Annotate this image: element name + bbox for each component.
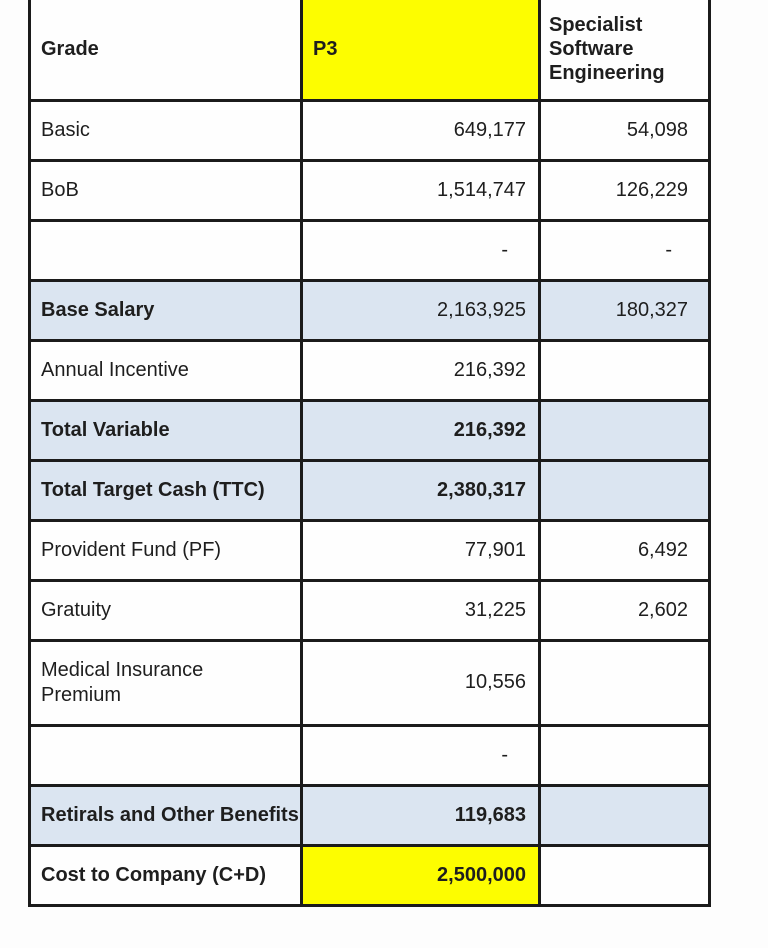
specialist-value-cell xyxy=(540,460,710,520)
specialist-value-cell xyxy=(540,640,710,725)
row-label-cell xyxy=(30,845,302,905)
table-row xyxy=(30,160,710,220)
table-row xyxy=(30,580,710,640)
row-label: BoB xyxy=(41,178,79,201)
p3-value-cell: 1,514,747 xyxy=(302,160,540,220)
p3-column-header: P3 xyxy=(302,0,540,100)
specialist-value-cell xyxy=(540,725,710,785)
table-row xyxy=(30,280,710,340)
row-label-cell xyxy=(30,340,302,400)
p3-value-cell: 77,901 xyxy=(302,520,540,580)
row-label-cell xyxy=(30,520,302,580)
row-label-cell xyxy=(30,400,302,460)
table-row xyxy=(30,640,710,725)
p3-value-cell: - xyxy=(302,725,540,785)
row-label: Base Salary xyxy=(41,298,155,321)
row-label-cell xyxy=(30,160,302,220)
p3-value-cell: 119,683 xyxy=(302,785,540,845)
salary-table xyxy=(28,0,711,907)
p3-value-cell: 216,392 xyxy=(302,340,540,400)
grade-column-header: Grade xyxy=(30,0,302,100)
row-label: Cost to Company (C+D) xyxy=(41,863,266,886)
p3-value-cell: 2,163,925 xyxy=(302,280,540,340)
specialist-value-cell: 6,492 xyxy=(540,520,710,580)
table-row xyxy=(30,340,710,400)
row-label: Total Target Cash (TTC) xyxy=(41,478,265,501)
row-label: Medical Insurance Premium xyxy=(41,658,204,706)
salary-table-header xyxy=(30,0,710,100)
row-label-cell xyxy=(30,460,302,520)
table-row xyxy=(30,845,710,905)
row-label-cell xyxy=(30,640,302,725)
specialist-column-header: Specialist Software Engineering xyxy=(540,0,710,100)
p3-value-cell: 10,556 xyxy=(302,640,540,725)
table-row xyxy=(30,400,710,460)
p3-value-cell: 31,225 xyxy=(302,580,540,640)
table-row xyxy=(30,520,710,580)
row-label: Retirals and Other Benefits xyxy=(41,803,299,826)
specialist-value-cell: 180,327 xyxy=(540,280,710,340)
p3-value-cell: 2,500,000 xyxy=(302,845,540,905)
specialist-value-cell xyxy=(540,845,710,905)
table-row xyxy=(30,785,710,845)
row-label: Provident Fund (PF) xyxy=(41,538,222,561)
row-label-cell xyxy=(30,580,302,640)
row-label-cell xyxy=(30,100,302,160)
row-label-cell xyxy=(30,725,302,785)
row-label-cell xyxy=(30,220,302,280)
p3-value-cell: 2,380,317 xyxy=(302,460,540,520)
specialist-value-cell: 54,098 xyxy=(540,100,710,160)
specialist-value-cell xyxy=(540,785,710,845)
row-label-cell xyxy=(30,280,302,340)
table-row xyxy=(30,220,710,280)
specialist-value-cell: 2,602 xyxy=(540,580,710,640)
specialist-value-cell: - xyxy=(540,220,710,280)
header-row xyxy=(30,0,710,100)
row-label: Annual Incentive xyxy=(41,358,189,381)
table-row xyxy=(30,100,710,160)
p3-value-cell: - xyxy=(302,220,540,280)
row-label: Gratuity xyxy=(41,598,112,621)
row-label-cell xyxy=(30,785,302,845)
row-label: Total Variable xyxy=(41,418,170,441)
table-row xyxy=(30,460,710,520)
salary-table-body xyxy=(30,100,710,905)
specialist-value-cell xyxy=(540,400,710,460)
row-label: Basic xyxy=(41,118,90,141)
p3-value-cell: 216,392 xyxy=(302,400,540,460)
specialist-value-cell xyxy=(540,340,710,400)
table-row xyxy=(30,725,710,785)
p3-value-cell: 649,177 xyxy=(302,100,540,160)
specialist-value-cell: 126,229 xyxy=(540,160,710,220)
